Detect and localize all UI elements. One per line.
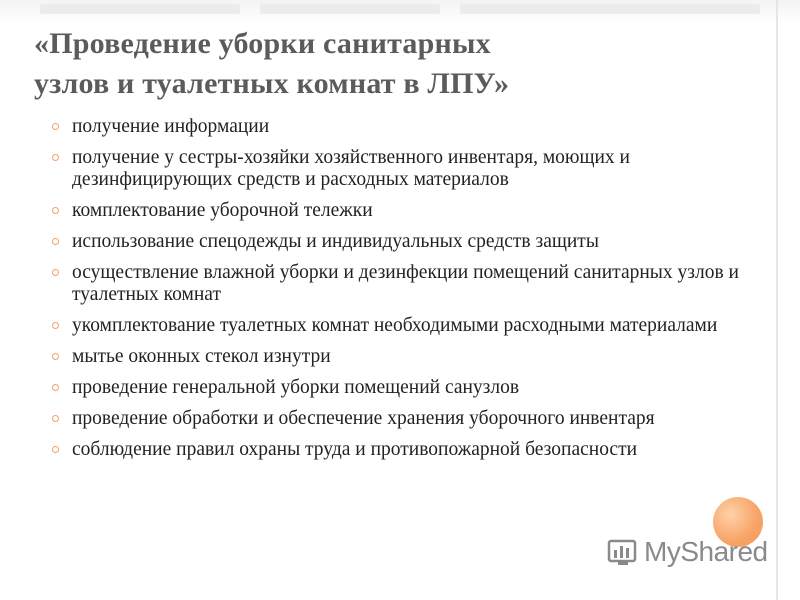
bullet-item [48, 377, 768, 399]
bullet-text: использование спецодежды и индивидуальных средств защиты [72, 231, 599, 252]
bullet-text: соблюдение правил охраны труда и противопожарной безопасности [72, 439, 638, 460]
banner-stripe [40, 4, 240, 14]
bullet-item [48, 116, 768, 138]
myshared-logo-icon [606, 535, 640, 569]
slide-title [34, 24, 734, 104]
bullet-item [48, 231, 768, 253]
bullet-text: проведение обработки и обеспечение хранения уборочного инвентаря [72, 408, 655, 429]
bullet-text: мытье оконных стекол изнутри [72, 346, 331, 367]
bullet-marker-icon [52, 123, 59, 130]
bullet-item [48, 200, 768, 222]
bullet-marker-icon [52, 322, 59, 329]
bullet-list [48, 116, 768, 470]
top-banner [0, 0, 800, 22]
bullet-marker-icon [52, 269, 59, 276]
bullet-marker-icon [52, 238, 59, 245]
bullet-text: получение информации [72, 116, 270, 137]
title-line-1: «Проведение уборки санитарных [34, 27, 491, 60]
banner-stripe [260, 4, 440, 14]
bullet-text: укомплектование туалетных комнат необходимыми расходными материалами [72, 315, 718, 336]
bullet-item [48, 315, 768, 337]
watermark-logo [606, 534, 770, 570]
bullet-marker-icon [52, 415, 59, 422]
bullet-text: комплектование уборочной тележки [72, 200, 373, 221]
title-line-2: узлов и туалетных комнат в ЛПУ» [34, 67, 510, 100]
bullet-text: проведение генеральной уборки помещений санузлов [72, 377, 520, 398]
bullet-item [48, 408, 768, 430]
bullet-marker-icon [52, 353, 59, 360]
bullet-marker-icon [52, 154, 59, 161]
bullet-text: осуществление влажной уборки и дезинфекции помещений санитарных узлов и туалетных комнат [72, 262, 739, 305]
bullet-marker-icon [52, 207, 59, 214]
bullet-item [48, 439, 768, 461]
bullet-item [48, 262, 768, 306]
frame-line [776, 0, 778, 600]
bullet-marker-icon [52, 384, 59, 391]
watermark-text: MyShared [644, 536, 768, 567]
bullet-item [48, 147, 768, 191]
banner-stripe [460, 4, 760, 14]
bullet-marker-icon [52, 446, 59, 453]
bullet-item [48, 346, 768, 368]
bullet-text: получение у сестры-хозяйки хозяйственного инвентаря, моющих и дезинфицирующих средств и расходных материалов [72, 147, 630, 190]
